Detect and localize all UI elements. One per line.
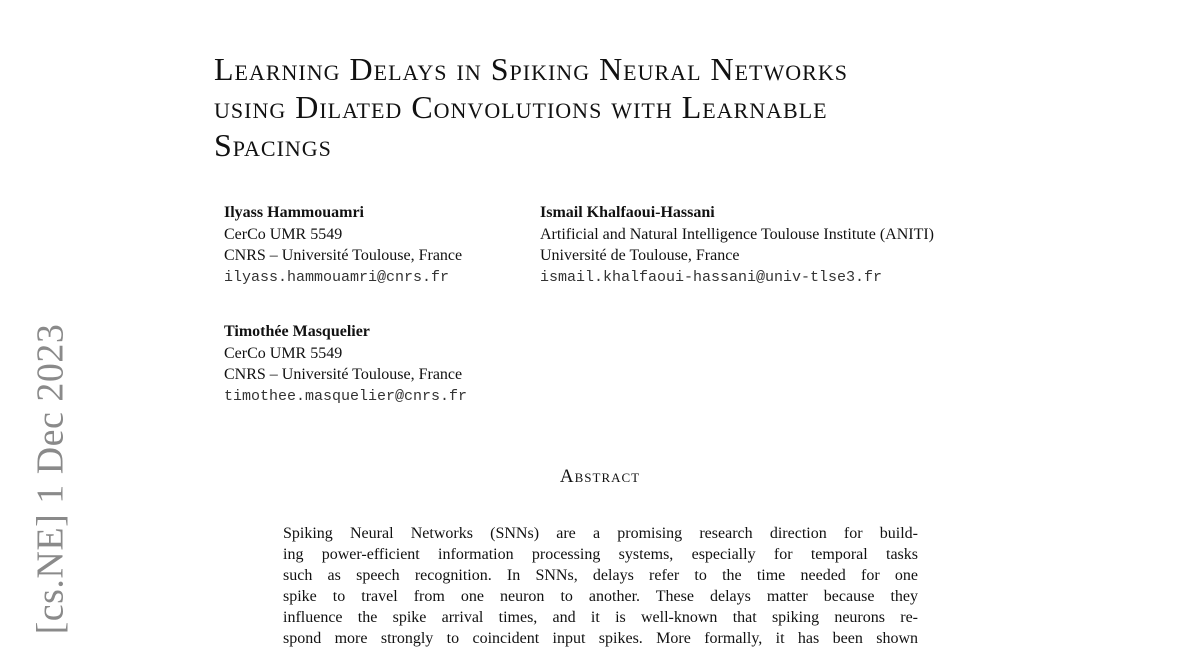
abstract-body (283, 523, 918, 648)
abstract-line: spond more strongly to coincident input spikes. More formally, it has been shown (283, 630, 918, 647)
author-name: Timothée Masquelier (224, 323, 370, 340)
abstract-heading: Abstract (559, 466, 641, 487)
paper-title (214, 50, 1014, 164)
title-line: using Dilated Convolutions with Learnable (214, 89, 828, 125)
abstract-line: Spiking Neural Networks (SNNs) are a promising research direction for build- (283, 525, 918, 542)
abstract-line: influence the spike arrival times, and it is well-known that spiking neurons re- (283, 609, 918, 626)
author-affiliation: CNRS – Université Toulouse, France (224, 366, 463, 383)
author-block (540, 202, 934, 288)
author-affiliation: CerCo UMR 5549 (224, 344, 343, 362)
author-email[interactable]: ilyass.hammouamri@cnrs.fr (224, 268, 450, 286)
title-line: Spacings (214, 127, 332, 163)
author-affiliation: Université de Toulouse, France (540, 247, 740, 264)
title-line: Learning Delays in Spiking Neural Networks (214, 51, 848, 87)
abstract-line: ing power-efficient information processing systems, especially for temporal tasks (283, 546, 918, 563)
author-affiliation: CNRS – Université Toulouse, France (224, 247, 463, 264)
author-email[interactable]: ismail.khalfaoui-hassani@univ-tlse3.fr (540, 268, 883, 286)
author-email[interactable]: timothee.masquelier@cnrs.fr (224, 387, 468, 405)
arxiv-stamp-text: [cs.NE] 1 Dec 2023 (29, 323, 72, 635)
abstract-line: such as speech recognition. In SNNs, delays refer to the time needed for one (283, 567, 918, 584)
author-affiliation: CerCo UMR 5549 (224, 225, 343, 243)
author-name: Ismail Khalfaoui-Hassani (540, 204, 715, 221)
author-block (224, 202, 462, 288)
author-block (224, 321, 467, 407)
abstract-line: spike to travel from one neuron to another. These delays matter because they (283, 588, 918, 605)
author-name: Ilyass Hammouamri (224, 204, 364, 221)
author-affiliation: Artificial and Natural Intelligence Toulouse Institute (ANITI) (540, 225, 935, 243)
